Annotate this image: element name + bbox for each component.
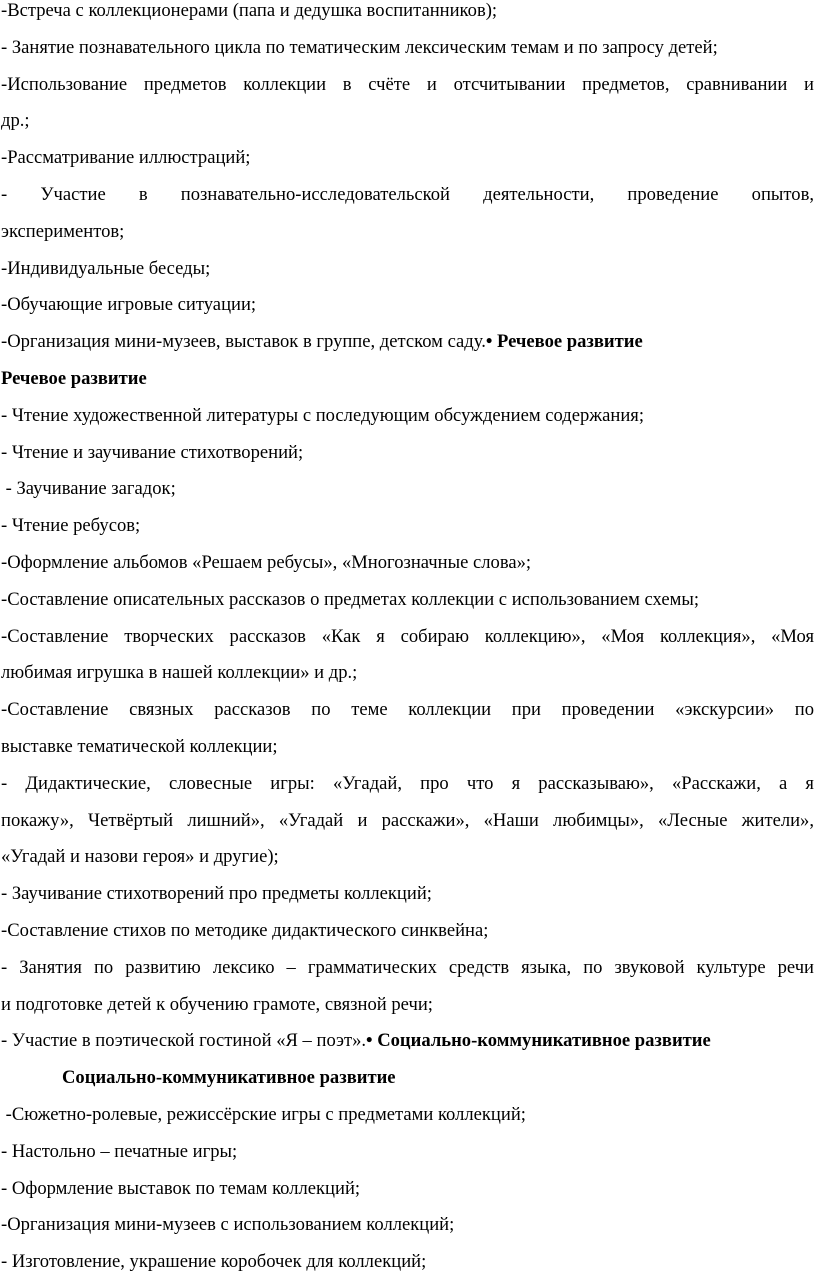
text-line: -Организация мини-музеев с использованием коллекций; [1, 1214, 455, 1236]
text-line: - Оформление выставок по темам коллекций; [1, 1177, 361, 1199]
section-heading-inline: Речевое развитие [497, 331, 643, 353]
text-line: - Изготовление, украшение коробочек для коллекций; [1, 1251, 427, 1273]
text-line: др.; [1, 110, 30, 132]
section-heading: Речевое развитие [1, 367, 147, 389]
text-line: покажу», Четвёртый лишний», «Угадай и расскажи», «Наши любимцы», «Лесные жители», [1, 809, 814, 831]
text-line: -Индивидуальные беседы; [1, 257, 211, 279]
text-line: и подготовке детей к обучению грамоте, связной речи; [1, 993, 433, 1015]
text-line-with-heading [1, 324, 814, 361]
text-line: -Оформление альбомов «Решаем ребусы», «Многозначные слова»; [1, 551, 532, 573]
text-line: - Участие в познавательно-исследовательской деятельности, проведение опытов, [1, 183, 814, 205]
text-fragment: - Участие в поэтической гостиной «Я – поэт». [1, 1030, 367, 1052]
bullet-icon: • [366, 1030, 373, 1052]
text-line: -Составление описательных рассказов о предметах коллекции с использованием схемы; [1, 588, 700, 610]
text-line: -Сюжетно-ролевые, режиссёрские игры с предметами коллекций; [1, 1103, 526, 1125]
text-line: -Составление связных рассказов по теме коллекции при проведении «экскурсии» по [1, 699, 814, 721]
text-line: -Рассматривание иллюстраций; [1, 147, 251, 169]
text-line: -Составление творческих рассказов «Как я собираю коллекцию», «Моя коллекция», «Моя [1, 625, 814, 647]
text-line: экспериментов; [1, 220, 125, 242]
text-line: - Настольно – печатные игры; [1, 1140, 238, 1162]
bullet-icon: • [485, 331, 493, 353]
text-line: -Использование предметов коллекции в счёте и отсчитывании предметов, сравнивании и [1, 73, 814, 95]
text-line: - Заучивание загадок; [1, 478, 176, 500]
text-line: - Чтение художественной литературы с последующим обсуждением содержания; [1, 404, 644, 426]
text-line: - Чтение и заучивание стихотворений; [1, 441, 304, 463]
text-fragment: -Организация мини-музеев, выставок в группе, детском саду. [1, 331, 486, 353]
section-heading-inline: Социально-коммуникативное развитие [377, 1030, 711, 1052]
text-line: выставке тематической коллекции; [1, 735, 278, 757]
text-line: - Дидактические, словесные игры: «Угадай, про что я рассказываю», «Расскажи, а я [1, 772, 814, 794]
text-line: -Встреча с коллекционерами (папа и дедушка воспитанников); [1, 0, 498, 21]
text-line-with-heading [1, 1023, 814, 1060]
text-line: -Составление стихов по методике дидактического синквейна; [1, 919, 489, 941]
text-line: - Занятия по развитию лексико – грамматических средств языка, по звуковой культуре речи [1, 956, 814, 978]
text-line: - Занятие познавательного цикла по тематическим лексическим темам и по запросу детей; [1, 36, 718, 58]
text-line: любимая игрушка в нашей коллекции» и др.; [1, 662, 358, 684]
text-line: - Чтение ребусов; [1, 515, 141, 537]
section-heading: Социально-коммуникативное развитие [62, 1067, 396, 1089]
text-line: «Угадай и назови героя» и другие); [1, 846, 279, 868]
text-line: -Обучающие игровые ситуации; [1, 294, 257, 316]
text-line: - Заучивание стихотворений про предметы коллекций; [1, 883, 432, 905]
